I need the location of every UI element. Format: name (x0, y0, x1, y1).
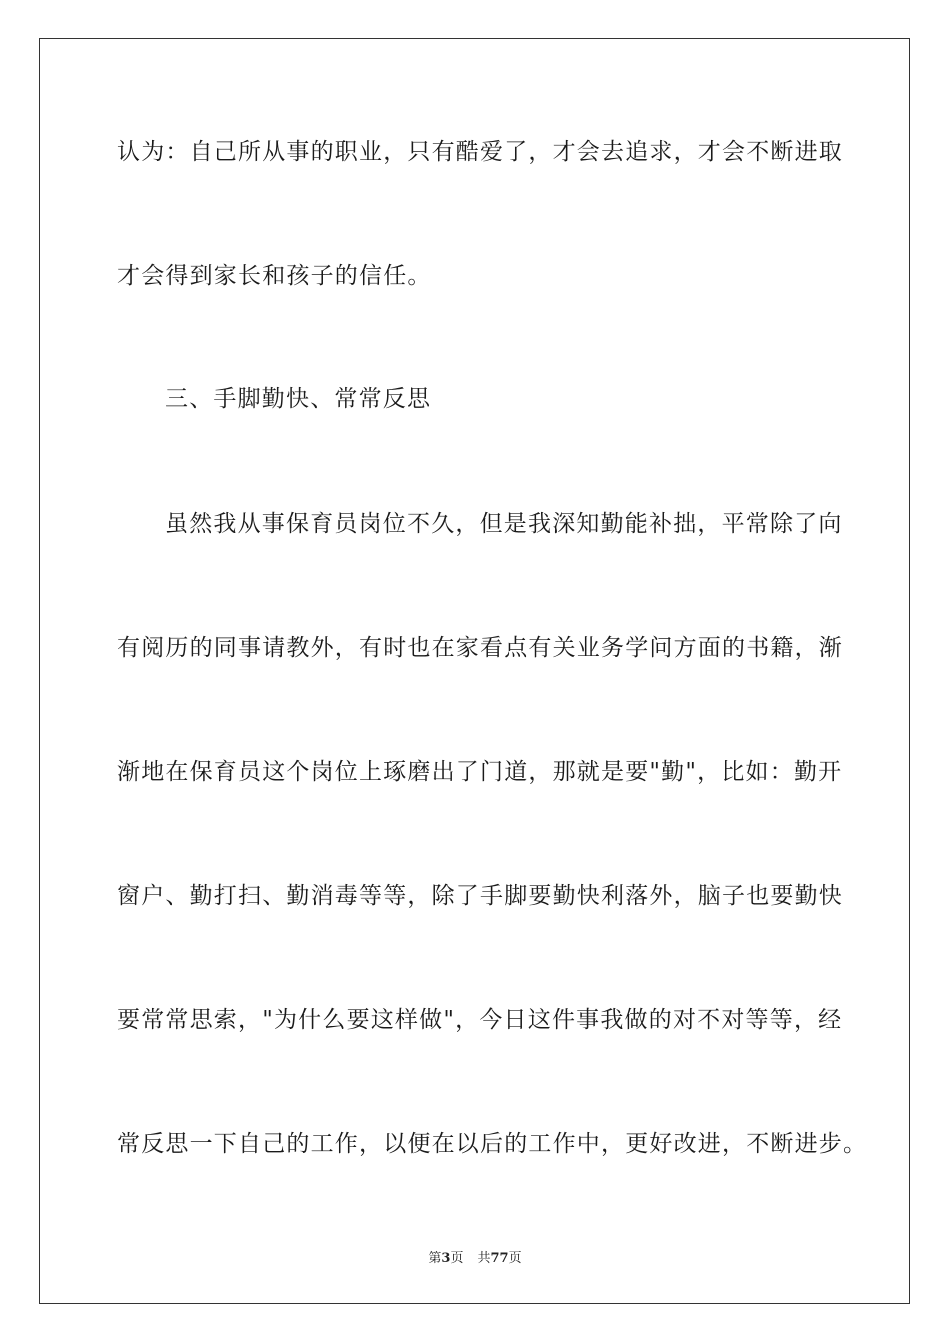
total-pages: 77 (490, 1251, 509, 1266)
body-line-6: 窗户、勤打扫、勤消毒等等，除了手脚要勤快利落外，脑子也要勤快 (117, 883, 843, 909)
body-line-1: 认为：自己所从事的职业，只有酷爱了，才会去追求，才会不断进取 (117, 139, 843, 165)
section-heading: 三、手脚勤快、常常反思 (165, 386, 432, 412)
total-suffix: 页 (508, 1251, 522, 1266)
body-line-8: 常反思一下自己的工作，以便在以后的工作中，更好改进，不断进步。 (117, 1131, 868, 1157)
body-line-3: 虽然我从事保育员岗位不久，但是我深知勤能补拙，平常除了向 (165, 511, 843, 537)
body-line-4: 有阅历的同事请教外，有时也在家看点有关业务学问方面的书籍，渐 (117, 635, 843, 661)
body-line-2: 才会得到家长和孩子的信任。 (117, 263, 432, 289)
page-prefix: 第 (428, 1251, 442, 1266)
page-border (39, 38, 910, 1304)
body-line-7: 要常常思索，"为什么要这样做"，今日这件事我做的对不对等等，经 (117, 1007, 843, 1033)
page-footer (0, 1247, 950, 1266)
total-prefix: 共 (477, 1251, 491, 1266)
page-suffix: 页 (450, 1251, 464, 1266)
page-number: 3 (441, 1251, 451, 1266)
body-line-5: 渐地在保育员这个岗位上琢磨出了门道，那就是要"勤"，比如：勤开 (117, 759, 843, 785)
